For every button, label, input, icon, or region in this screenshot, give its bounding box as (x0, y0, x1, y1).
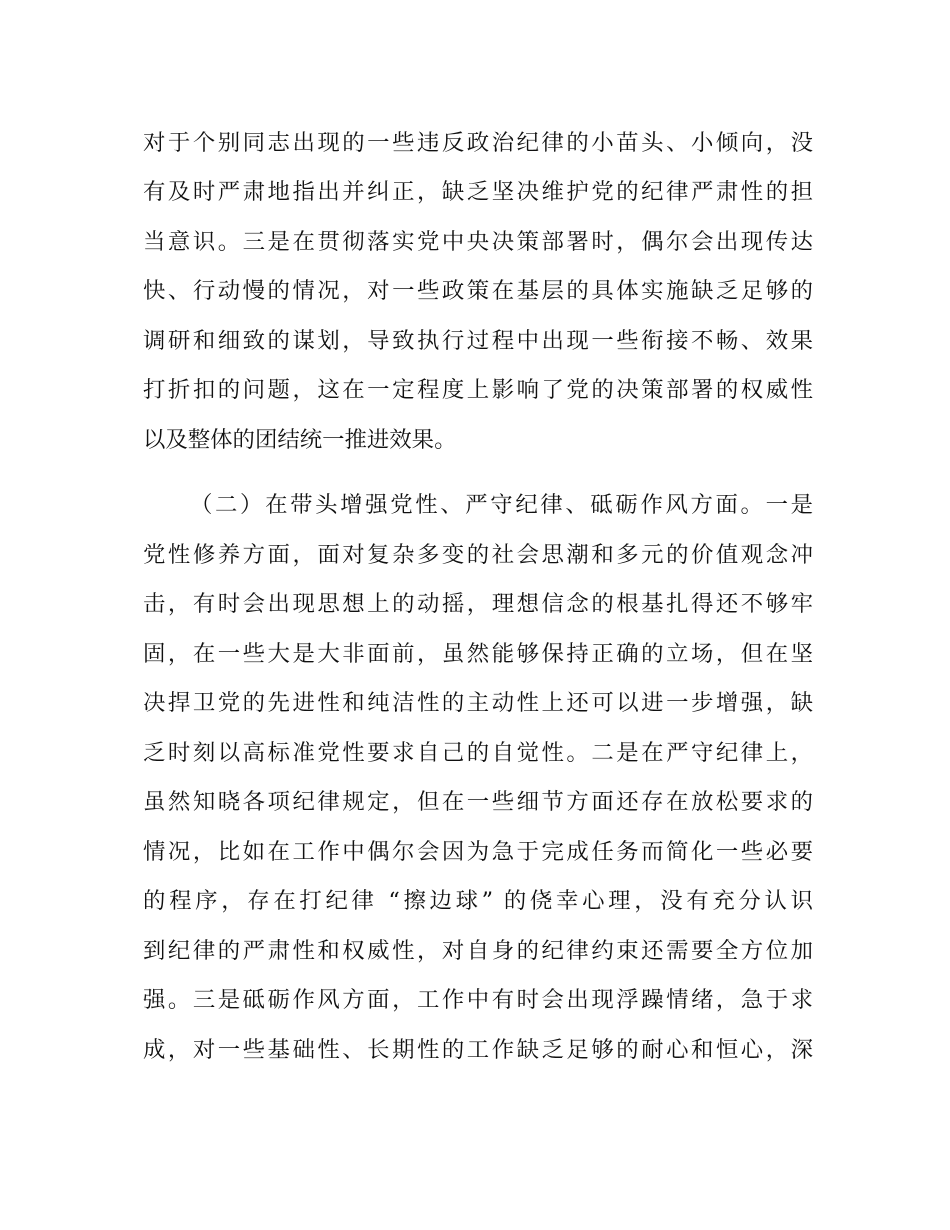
text-line: 党性修养方面，面对复杂多变的社会思潮和多元的价值观念冲 (143, 542, 813, 568)
text-line: 打折扣的问题，这在一定程度上影响了党的决策部署的权威性 (143, 377, 813, 403)
text-line: 有及时严肃地指出并纠正，缺乏坚决维护党的纪律严肃性的担 (143, 179, 813, 205)
text-line: 以及整体的团结统一推进效果。 (143, 427, 457, 453)
text-line: 成，对一些基础性、长期性的工作缺乏足够的耐心和恒心，深 (143, 1037, 813, 1063)
text-line: 强。三是砥砺作风方面，工作中有时会出现浮躁情绪，急于求 (143, 987, 813, 1013)
text-line: 到纪律的严肃性和权威性，对自身的纪律约束还需要全方位加 (143, 938, 813, 964)
text-line: 的程序，存在打纪律 “擦边球” 的侥幸心理，没有充分认识 (143, 888, 813, 914)
text-line: 击，有时会出现思想上的动摇，理想信念的根基扎得还不够牢 (143, 591, 813, 617)
text-line: 固，在一些大是大非面前，虽然能够保持正确的立场，但在坚 (143, 641, 813, 667)
text-line: 对于个别同志出现的一些违反政治纪律的小苗头、小倾向，没 (143, 130, 813, 156)
text-line: 调研和细致的谋划，导致执行过程中出现一些衔接不畅、效果 (143, 328, 813, 354)
text-line: 虽然知晓各项纪律规定，但在一些细节方面还存在放松要求的 (143, 789, 813, 815)
text-line: （二）在带头增强党性、严守纪律、砥砺作风方面。一是 (190, 492, 813, 518)
text-line: 快、行动慢的情况，对一些政策在基层的具体实施缺乏足够的 (143, 278, 813, 304)
text-line: 乏时刻以高标准党性要求自己的自觉性。二是在严守纪律上， (143, 740, 813, 766)
text-line: 当意识。三是在贯彻落实党中央决策部署时，偶尔会出现传达 (143, 229, 813, 255)
text-line: 决捍卫党的先进性和纯洁性的主动性上还可以进一步增强，缺 (143, 690, 813, 716)
text-line: 情况，比如在工作中偶尔会因为急于完成任务而简化一些必要 (143, 839, 813, 865)
